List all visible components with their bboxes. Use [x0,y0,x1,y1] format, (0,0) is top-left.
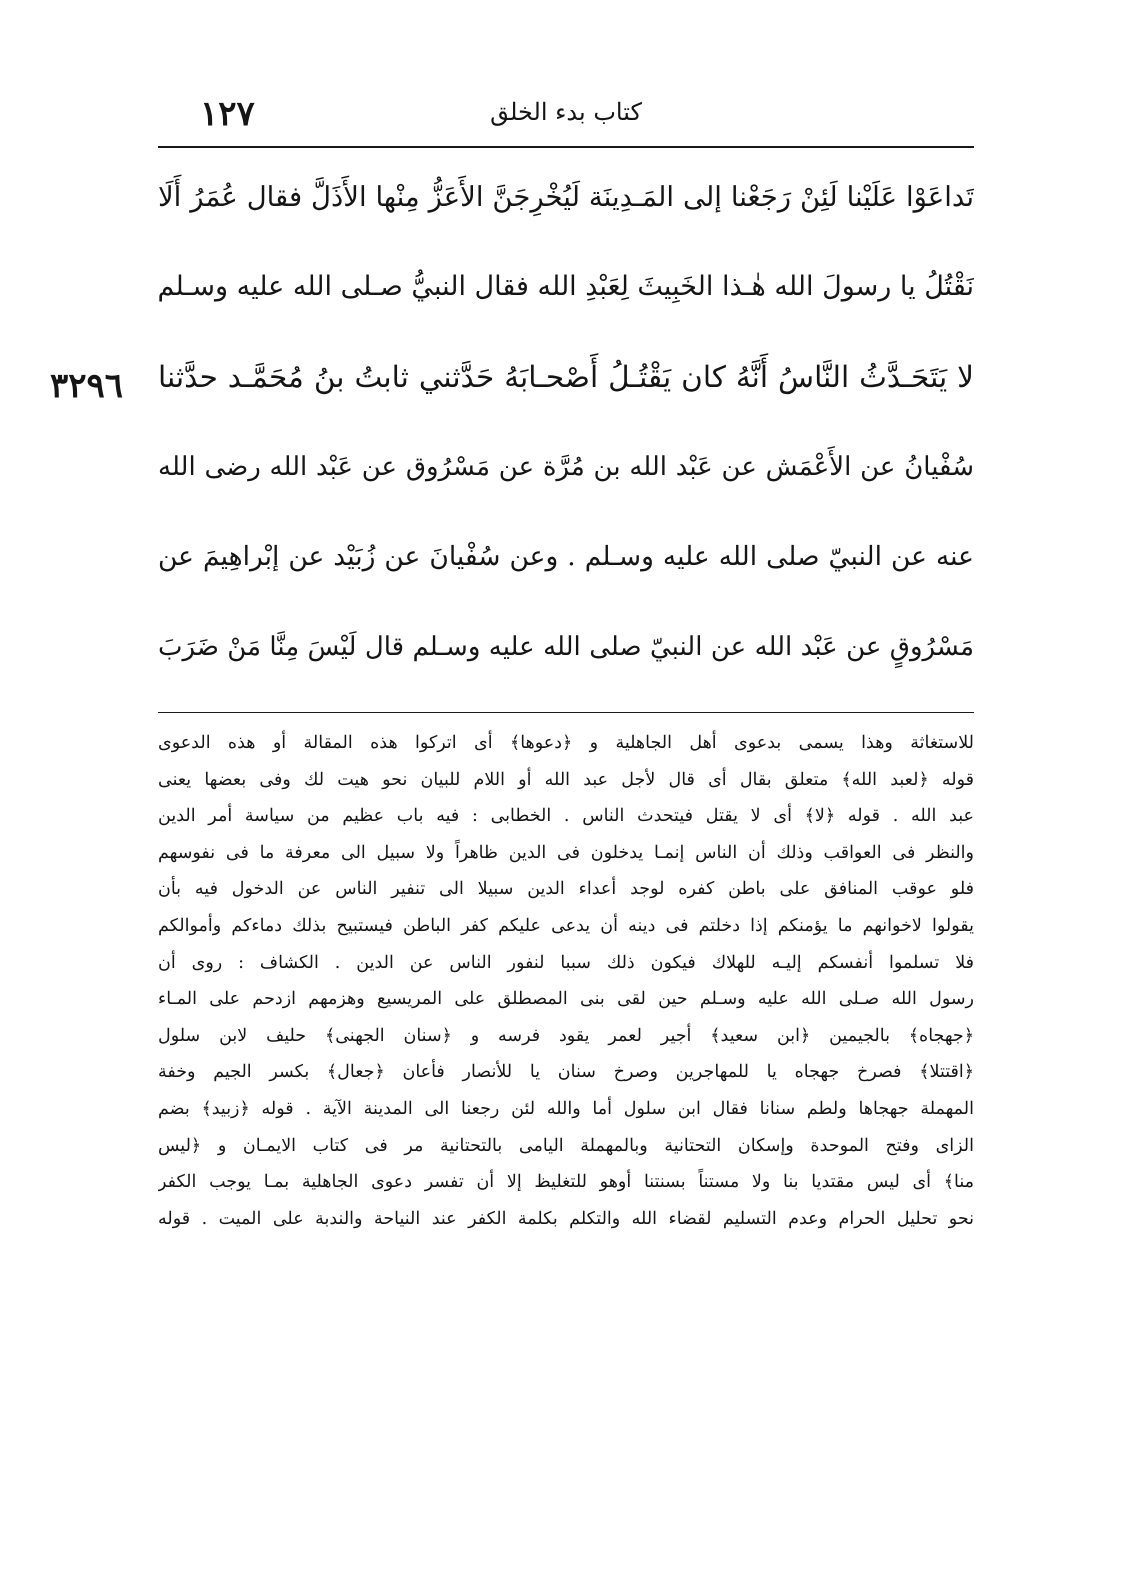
running-head [160,94,972,140]
commentary-line: ﴿اقتتلا﴾ فصرخ جهجاه يا للمهاجرين وصرخ سنان يا للأنصار فأعان ﴿جعال﴾ بكسر الجيم وخفة [158,1062,974,1083]
commentary-line: منا﴾ أى ليس مقتديا بنا ولا مستناً بسنتنا أوهو للتغليظ إلا أن تفسر دعوى الجاهلية بمـا يوجب الكفر [158,1172,974,1193]
main-text-line: تَداعَوْا عَلَيْنا لَئِنْ رَجَعْنا إلى المَـدِينَة لَيُخْرِجَنَّ الأَعَزُّ مِنْها الأَذَلَّ فقال عُمَرُ أَلَا [158,181,974,213]
commentary-line: فلو عوقب المنافق على باطن كفره لوجد أعداء الدين سبيلا الى تنفير الناس عن الدخول فيه بأن [158,879,974,900]
commentary [158,725,974,1237]
main-text-line: سُفْيانُ عن الأَعْمَش عن عَبْد الله بن مُرَّة عن مَسْرُوق عن عَبْد الله رضى الله [158,452,974,482]
page-number: ١٢٧ [200,94,255,134]
book-title: كتاب بدء الخلق [490,98,642,126]
header-rule [158,146,974,148]
main-text-line: مَسْرُوقٍ عن عَبْد الله عن النبيّ صلى الله عليه وسـلم قال لَيْسَ مِنَّا مَنْ ضَرَبَ [158,632,974,662]
main-text-line: لا يَتَحَـدَّثُ النَّاسُ أَنَّهُ كان يَقْتُـلُ أَصْحـابَهُ حَدَّثني ثابتُ بنُ مُحَمَّـد حدَّثنا [158,360,974,394]
commentary-line: نحو تحليل الحرام وعدم التسليم لقضاء الله والتكلم بكلمة الكفر عند النياحة والندبة على الميت . قوله [158,1208,974,1229]
commentary-line: فلا تسلموا أنفسكم إليـه للهلاك فيكون ذلك سببا لنفور الناس عن الدين . الكشاف : روى أن [158,952,974,973]
commentary-line: رسول الله صـلى الله عليه وسـلم حين لقى بنى المصطلق على المريسيع وهزمهم ازدحم على المـاء [158,989,974,1010]
commentary-line: الزاى وفتح الموحدة وإسكان التحتانية وبالمهملة اليامى بالتحتانية مر فى كتاب الايمـان و ﴿ليس [158,1135,974,1156]
commentary-line: ﴿جهجاه﴾ بالجيمين ﴿ابن سعيد﴾ أجير لعمر يقود فرسه و ﴿سنان الجهنى﴾ حليف لابن سلول [158,1025,974,1046]
commentary-line: والنظر فى العواقب وذلك أن الناس إنمـا يدخلون فى الدين ظاهراً ولا سبيل الى معرفة ما فى نفوسهم [158,842,974,863]
commentary-divider [158,712,974,713]
commentary-line: يقولوا لاخوانهم ما يؤمنكم إذا دخلتم فى دينه أن يدعى عليكم كفر الباطن فيستبيح بذلك دماءكم وأموالكم [158,915,974,936]
main-text [158,152,974,692]
commentary-line: عبد الله . قوله ﴿لا﴾ أى لا يقتل فيتحدث الناس . الخطابى : فيه باب عظيم من سياسة أمر الدين [158,806,974,827]
hadith-number: ٣٢٩٦ [50,366,124,406]
commentary-line: المهملة جهجاها ولطم سنانا فقال ابن سلول أما والله لئن رجعنا الى المدينة الآية . قوله ﴿زبيد﴾ بضم [158,1098,974,1119]
commentary-line: للاستغاثة وهذا يسمى بدعوى أهل الجاهلية و ﴿دعوها﴾ أى اتركوا هذه المقالة أو هذه الدعوى [158,733,974,753]
main-text-line: عنه عن النبيّ صلى الله عليه وسـلم . وعن سُفْيانَ عن زُبَيْد عن إبْراهِيمَ عن [158,541,974,572]
main-text-line: نَقْتُلُ يا رسولَ الله هٰـذا الخَبِيثَ لِعَبْدِ الله فقال النبيُّ صـلى الله عليه وسـلم [158,271,974,302]
commentary-line: قوله ﴿لعبد الله﴾ متعلق بقال أى قال لأجل عبد الله أو اللام للبيان نحو هيت لك وفى بعضها يعنى [158,769,974,790]
